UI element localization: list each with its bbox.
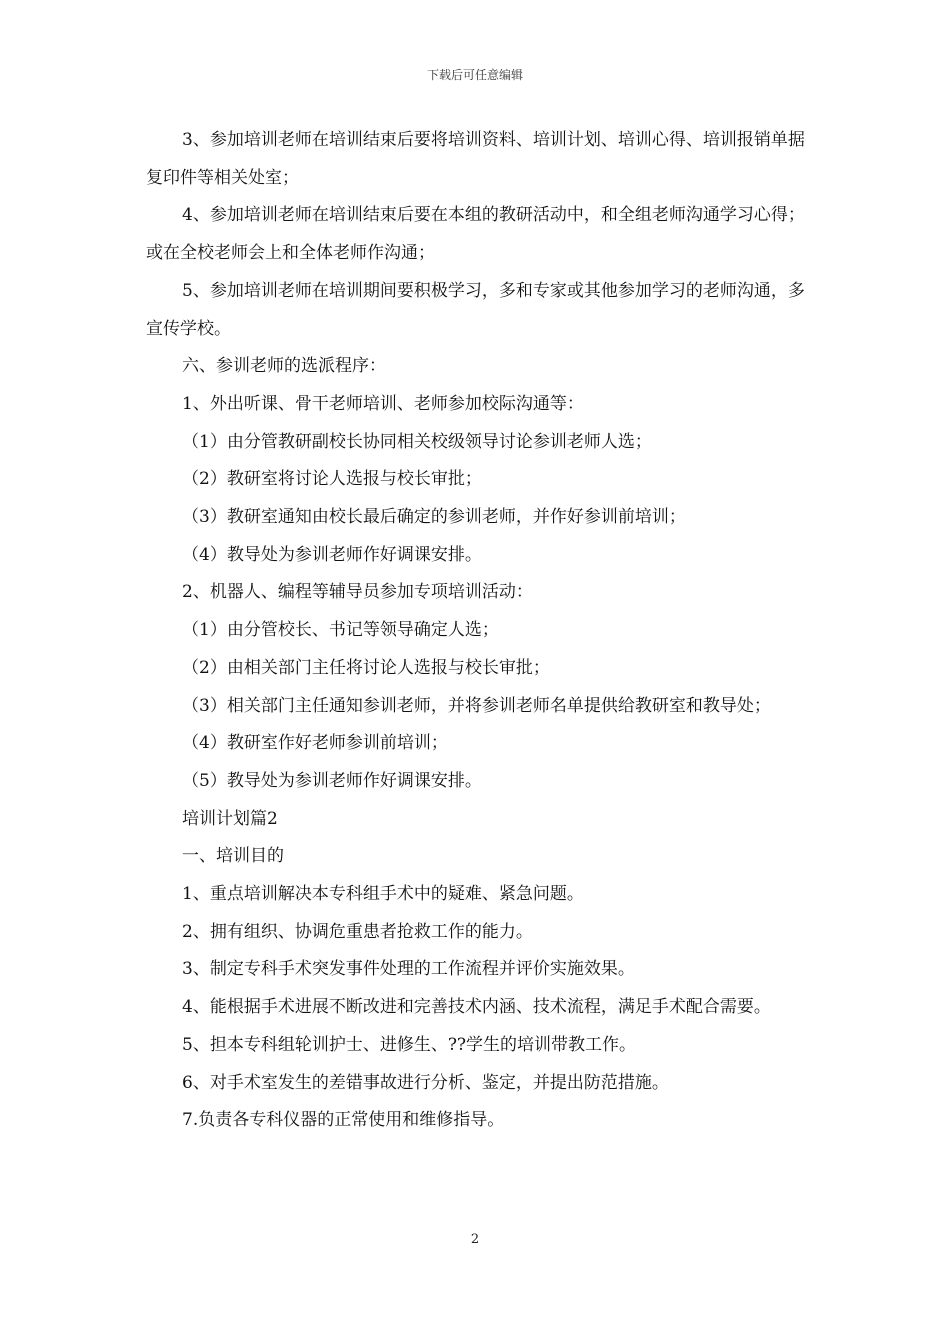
section-heading: 六、参训老师的选派程序： [182, 356, 386, 377]
paragraph: 1、外出听课、骨干老师培训、老师参加校际沟通等： [182, 393, 584, 414]
list-item: （1）由分管校长、书记等领导确定人选； [182, 620, 499, 641]
list-item: （2）教研室将讨论人选报与校长审批； [182, 469, 482, 490]
list-item: 3、制定专科手术突发事件处理的工作流程并评价实施效果。 [182, 959, 635, 980]
list-item: 2、拥有组织、协调危重患者抢救工作的能力。 [182, 921, 533, 942]
document-body [146, 122, 808, 1140]
section-heading: 一、培训目的 [182, 846, 284, 867]
page-number: 2 [470, 1232, 480, 1247]
list-item: 5、担本专科组轮训护士、进修生、??学生的培训带教工作。 [182, 1034, 637, 1055]
list-item: （3）相关部门主任通知参训老师，并将参训老师名单提供给教研室和教导处； [182, 695, 771, 716]
page-header: 下载后可任意编辑 [426, 68, 523, 82]
section-title: 培训计划篇2 [182, 808, 278, 829]
paragraph: 2、机器人、编程等辅导员参加专项培训活动： [182, 582, 533, 603]
list-item: （4）教导处为参训老师作好调课安排。 [182, 544, 482, 565]
list-item: （5）教导处为参训老师作好调课安排。 [182, 770, 482, 791]
paragraph: 5、参加培训老师在培训期间要积极学习，多和专家或其他参加学习的老师沟通，多宣传学校。 [146, 280, 805, 339]
list-item: （3）教研室通知由校长最后确定的参训老师，并作好参训前培训； [182, 507, 686, 528]
list-item: 6、对手术室发生的差错事故进行分析、鉴定，并提出防范措施。 [182, 1072, 669, 1093]
paragraph: 3、参加培训老师在培训结束后要将培训资料、培训计划、培训心得、培训报销单据复印件等相关处室； [146, 130, 805, 188]
list-item: （2）由相关部门主任将讨论人选报与校长审批； [182, 657, 550, 678]
list-item: 7.负责各专科仪器的正常使用和维修指导。 [182, 1110, 505, 1131]
list-item: 1、重点培训解决本专科组手术中的疑难、紧急问题。 [182, 884, 584, 905]
list-item: （1）由分管教研副校长协同相关校级领导讨论参训老师人选； [182, 431, 652, 452]
paragraph: 4、参加培训老师在培训结束后要在本组的教研活动中，和全组老师沟通学习心得；或在全校老师会上和全体老师作沟通； [146, 205, 805, 264]
list-item: （4）教研室作好老师参训前培训； [182, 733, 448, 754]
list-item: 4、能根据手术进展不断改进和完善技术内涵、技术流程，满足手术配合需要。 [182, 997, 771, 1018]
